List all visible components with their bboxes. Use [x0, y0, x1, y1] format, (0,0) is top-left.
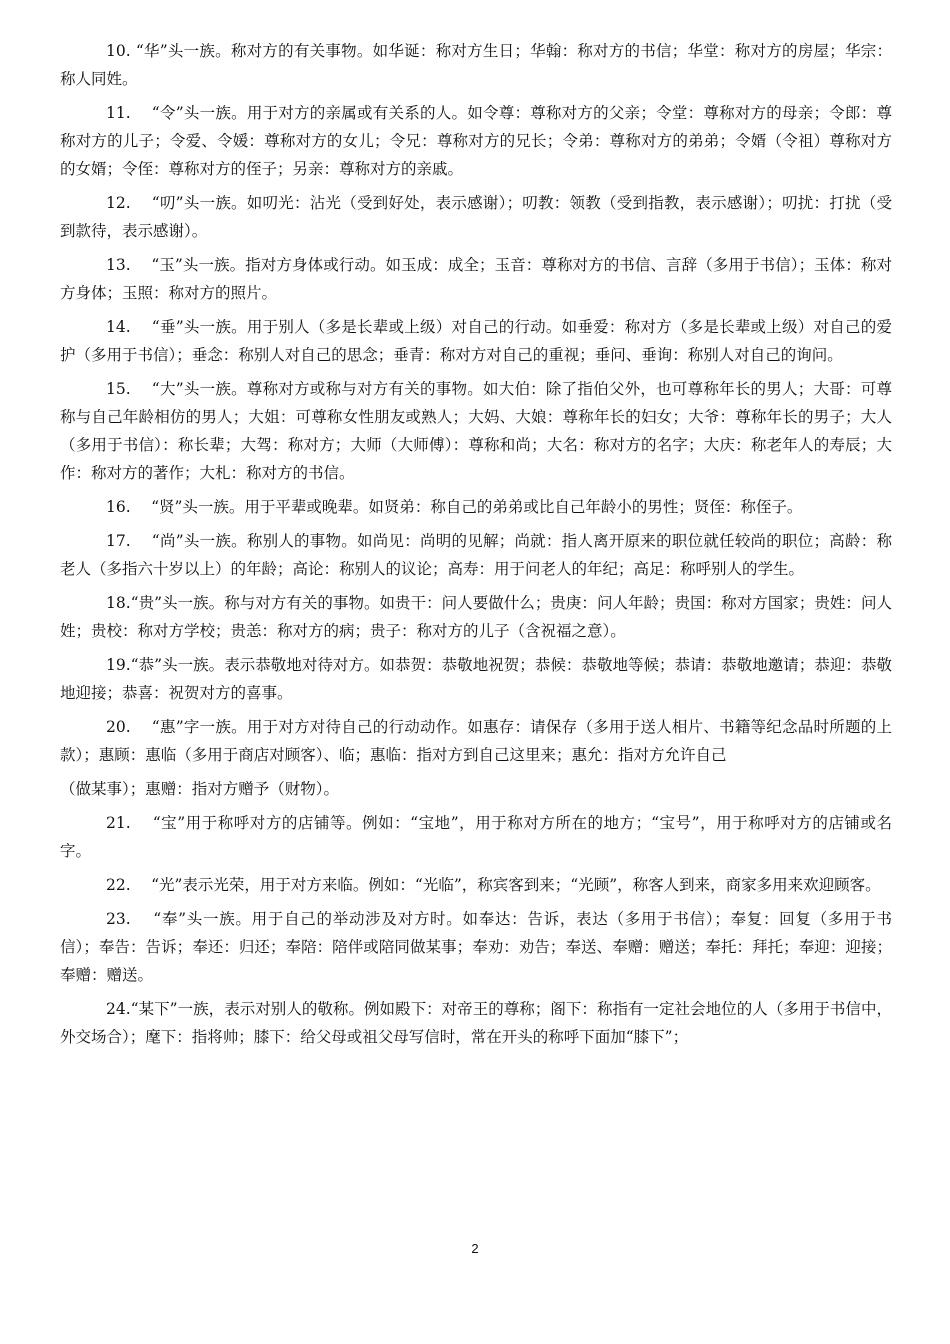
- paragraph-21: 21. “宝”用于称呼对方的店铺等。例如：“宝地”，用于称对方所在的地方；“宝号”，用于称呼对方的店铺或名字。: [60, 814, 892, 860]
- paragraph-12: 12. “叨”头一族。如叨光：沾光（受到好处，表示感谢）；叨教：领教（受到指教，表示感谢）；叨扰：打扰（受到款待，表示感谢）。: [60, 194, 892, 240]
- paragraph-22: 22. “光”表示光荣，用于对方来临。例如：“光临”，称宾客到来；“光顾”，称客人到来，商家多用来欢迎顾客。: [106, 876, 881, 894]
- paragraph-14: 14. “垂”头一族。用于别人（多是长辈或上级）对自己的行动。如垂爱：称对方（多是长辈或上级）对自己的爱护（多用于书信）；垂念：称别人对自己的思念；垂青：称对方对自己的重视；垂问、垂询：称别人对自己的询问。: [60, 318, 892, 364]
- paragraph-11: 11. “令”头一族。用于对方的亲属或有关系的人。如令尊：尊称对方的父亲；令堂：尊称对方的母亲；令郎：尊称对方的儿子；令爱、令媛：尊称对方的女儿；令兄：尊称对方的兄长；令弟：尊称对方的弟弟；令婿（令祖）尊称对方的女婿；令侄：尊称对方的侄子；另亲：尊称对方的亲戚。: [60, 104, 892, 178]
- document-body: [60, 37, 892, 1057]
- paragraph-17: 17. “尚”头一族。称别人的事物。如尚见：尚明的见解；尚就：指人离开原来的职位就任较尚的职位；高龄：称老人（多指六十岁以上）的年龄；高论：称别人的议论；高寿：用于问老人的年纪；高足：称呼别人的学生。: [60, 532, 892, 578]
- paragraph-13: 13. “玉”头一族。指对方身体或行动。如玉成：成全；玉音：尊称对方的书信、言辞（多用于书信）；玉体：称对方身体；玉照：称对方的照片。: [60, 256, 892, 302]
- paragraph-19: 19.“恭”头一族。表示恭敬地对待对方。如恭贺：恭敬地祝贺；恭候：恭敬地等候；恭请：恭敬地邀请；恭迎：恭敬地迎接；恭喜：祝贺对方的喜事。: [60, 656, 892, 702]
- paragraph-18: 18.“贵”头一族。称与对方有关的事物。如贵干：问人要做什么；贵庚：问人年龄；贵国：称对方国家；贵姓：问人姓；贵校：称对方学校；贵恙：称对方的病；贵子：称对方的儿子（含祝福之意）。: [60, 594, 892, 640]
- paragraph-24: 24.“某下”一族，表示对别人的敬称。例如殿下：对帝王的尊称；阁下：称指有一定社会地位的人（多用于书信中，外交场合）；麾下：指将帅；膝下：给父母或祖父母写信时，常在开头的称呼下面加“膝下”；: [60, 1000, 892, 1046]
- paragraph-16: 16. “贤”头一族。用于平辈或晚辈。如贤弟：称自己的弟弟或比自己年龄小的男性；贤侄：称侄子。: [106, 498, 803, 516]
- paragraph-23: 23. “奉”头一族。用于自己的举动涉及对方时。如奉达：告诉，表达（多用于书信）；奉复：回复（多用于书信）；奉告：告诉；奉还：归还；奉陪：陪伴或陪同做某事；奉劝：劝告；奉送、奉赠：赠送；奉托：拜托；奉迎：迎接；奉赠：赠送。: [60, 910, 892, 984]
- paragraph-15: 15. “大”头一族。尊称对方或称与对方有关的事物。如大伯：除了指伯父外，也可尊称年长的男人；大哥：可尊称与自己年龄相仿的男人；大姐：可尊称女性朋友或熟人；大妈、大娘：尊称年长的妇女；大爷：尊称年长的男子；大人（多用于书信）：称长辈；大驾：称对方；大师（大师傅）：尊称和尚；大名：称对方的名字；大庆：称老年人的寿辰；大作：称对方的著作；大札：称对方的书信。: [60, 380, 892, 482]
- paragraph-20: 20. “惠”字一族。用于对方对待自己的行动动作。如惠存：请保存（多用于送人相片、书籍等纪念品时所题的上款）；惠顾：惠临（多用于商店对顾客）、临；惠临：指对方到自己这里来；惠允：指对方允许自己: [60, 718, 892, 764]
- paragraph-10: 10. “华”头一族。称对方的有关事物。如华诞：称对方生日；华翰：称对方的书信；华堂：称对方的房屋；华宗：称人同姓。: [60, 42, 892, 88]
- page-number: 2: [471, 1241, 479, 1256]
- paragraph-20-continued: （做某事）；惠赠：指对方赠予（财物）。: [60, 780, 340, 798]
